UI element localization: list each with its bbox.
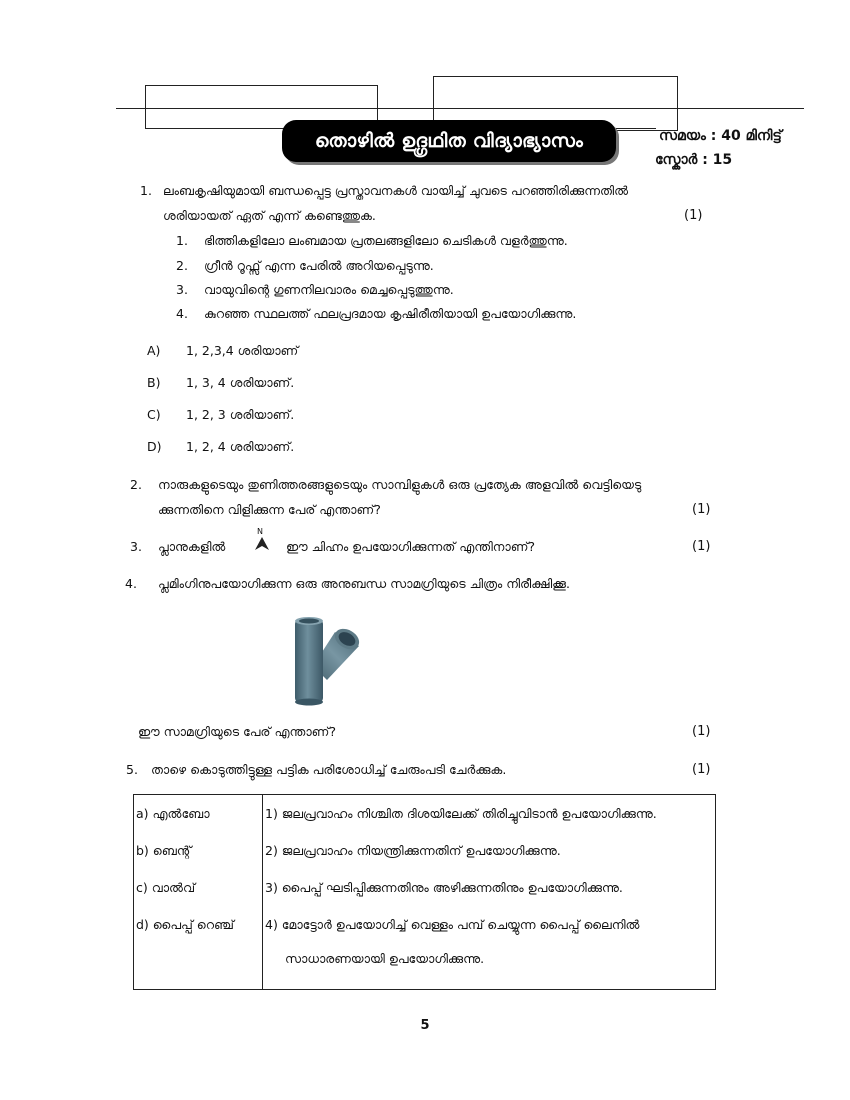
match-left-column: [134, 795, 263, 990]
match-right-item: 4) മോട്ടോർ ഉപയോഗിച്ച് വെള്ളം പമ്പ് ചെയ്യുന്ന പൈപ്പ് ലൈനിൽ: [265, 916, 640, 932]
q1-option-text: 1, 2,3,4 ശരിയാണ്: [186, 343, 299, 358]
q1-text-line2: ശരിയായത് ഏത് എന്ന് കണ്ടെത്തുക.: [163, 208, 376, 223]
q1-number: 1.: [140, 183, 152, 198]
q5-number: 5.: [126, 762, 138, 777]
q2-number: 2.: [130, 477, 142, 492]
q1-statement: ഗ്രീൻ റൂഫ്സ് എന്ന പേരിൽ അറിയപ്പെടുന്നു.: [204, 258, 434, 273]
q4-text: പ്ലമിംഗിനുപയോഗിക്കുന്ന ഒരു അനുബന്ധ സാമഗ്രിയുടെ ചിത്രം നിരീക്ഷിക്കൂ.: [158, 576, 570, 591]
q1-option-label: C): [147, 407, 161, 422]
match-right-item: 3) പൈപ്പ് ഘടിപ്പിക്കുന്നതിനും അഴിക്കുന്നതിനും ഉപയോഗിക്കുന്നു.: [265, 879, 623, 895]
q1-option-text: 1, 3, 4 ശരിയാണ്.: [186, 375, 295, 390]
match-left-item: b) ബെന്റ്: [136, 842, 192, 858]
q2-text-line2: ക്കുന്നതിനെ വിളിക്കുന്ന പേര് എന്താണ്?: [158, 502, 381, 517]
match-left-item: a) എൽബോ: [136, 805, 210, 821]
q2-text-line1: നാരുകളുടെയും തുണിത്തരങ്ങളുടെയും സാമ്പിളുകൾ ഒരു പ്രത്യേക അളവിൽ വെട്ടിയെടു: [158, 477, 642, 492]
q1-statement: കുറഞ്ഞ സ്ഥലത്ത് ഫലപ്രദമായ കൃഷിരീതിയായി ഉപയോഗിക്കുന്നു.: [204, 306, 577, 321]
q1-statement: വായുവിന്റെ ഗുണനിലവാരം മെച്ചപ്പെടുത്തുന്നു.: [204, 282, 454, 297]
q4-question: ഈ സാമഗ്രിയുടെ പേര് എന്താണ്?: [138, 724, 337, 739]
q3-text-after: ഈ ചിഹ്നം ഉപയോഗിക്കുന്നത് എന്തിനാണ്?: [286, 539, 536, 554]
match-table: [133, 794, 716, 990]
q4-number: 4.: [125, 576, 137, 591]
match-right-item: 1) ജലപ്രവാഹം നിശ്ചിത ദിശയിലേക്ക് തിരിച്ചുവിടാൻ ഉപയോഗിക്കുന്നു.: [265, 805, 657, 821]
q1-mark: (1): [684, 208, 703, 223]
q1-statement-num: 2.: [176, 258, 188, 273]
match-right-item: 2) ജലപ്രവാഹം നിയന്ത്രിക്കുന്നതിന് ഉപയോഗിക്കുന്നു.: [265, 842, 561, 858]
q1-statement-num: 3.: [176, 282, 188, 297]
match-right-continuation: സാധാരണയായി ഉപയോഗിക്കുന്നു.: [285, 951, 485, 966]
page-title: തൊഴിൽ ഉദ്ഗ്രഥിത വിദ്യാഭ്യാസം: [282, 120, 616, 162]
q1-statement: ഭിത്തികളിലോ ലംബമായ പ്രതലങ്ങളിലോ ചെടികൾ വളർത്തുന്നു.: [204, 233, 568, 248]
q1-option-label: A): [147, 343, 161, 358]
q1-option-text: 1, 2, 4 ശരിയാണ്.: [186, 439, 295, 454]
time-label: സമയം : 40 മിനിട്ട്: [659, 128, 782, 144]
match-left-item: d) പൈപ്പ് റെഞ്ച്: [136, 916, 234, 932]
q3-text-before: പ്ലാനുകളിൽ: [158, 539, 226, 554]
q1-option-text: 1, 2, 3 ശരിയാണ്.: [186, 407, 295, 422]
q1-statement-num: 4.: [176, 306, 188, 321]
match-left-item: c) വാൽവ്: [136, 879, 196, 895]
q5-text: താഴെ കൊടുത്തിട്ടുള്ള പട്ടിക പരിശോധിച്ച് ചേരുംപടി ചേർക്കുക.: [151, 762, 507, 777]
q2-mark: (1): [692, 502, 711, 517]
q4-mark: (1): [692, 724, 711, 739]
q3-number: 3.: [130, 539, 142, 554]
page-number: 5: [420, 1018, 430, 1033]
pipe-fitting-image: [285, 614, 365, 706]
score-label: സ്കോർ : 15: [655, 152, 733, 168]
q1-statement-num: 1.: [176, 233, 188, 248]
q1-text-line1: ലംബകൃഷിയുമായി ബന്ധപ്പെട്ട പ്രസ്താവനകൾ വായിച്ച് ചുവടെ പറഞ്ഞിരിക്കുന്നതിൽ: [163, 183, 629, 198]
header-connector: [616, 128, 656, 129]
q3-mark: (1): [692, 539, 711, 554]
match-right-column: [263, 795, 716, 990]
q1-option-label: D): [147, 439, 162, 454]
north-arrow-icon: N: [254, 528, 270, 552]
q1-option-label: B): [147, 375, 161, 390]
q5-mark: (1): [692, 762, 711, 777]
